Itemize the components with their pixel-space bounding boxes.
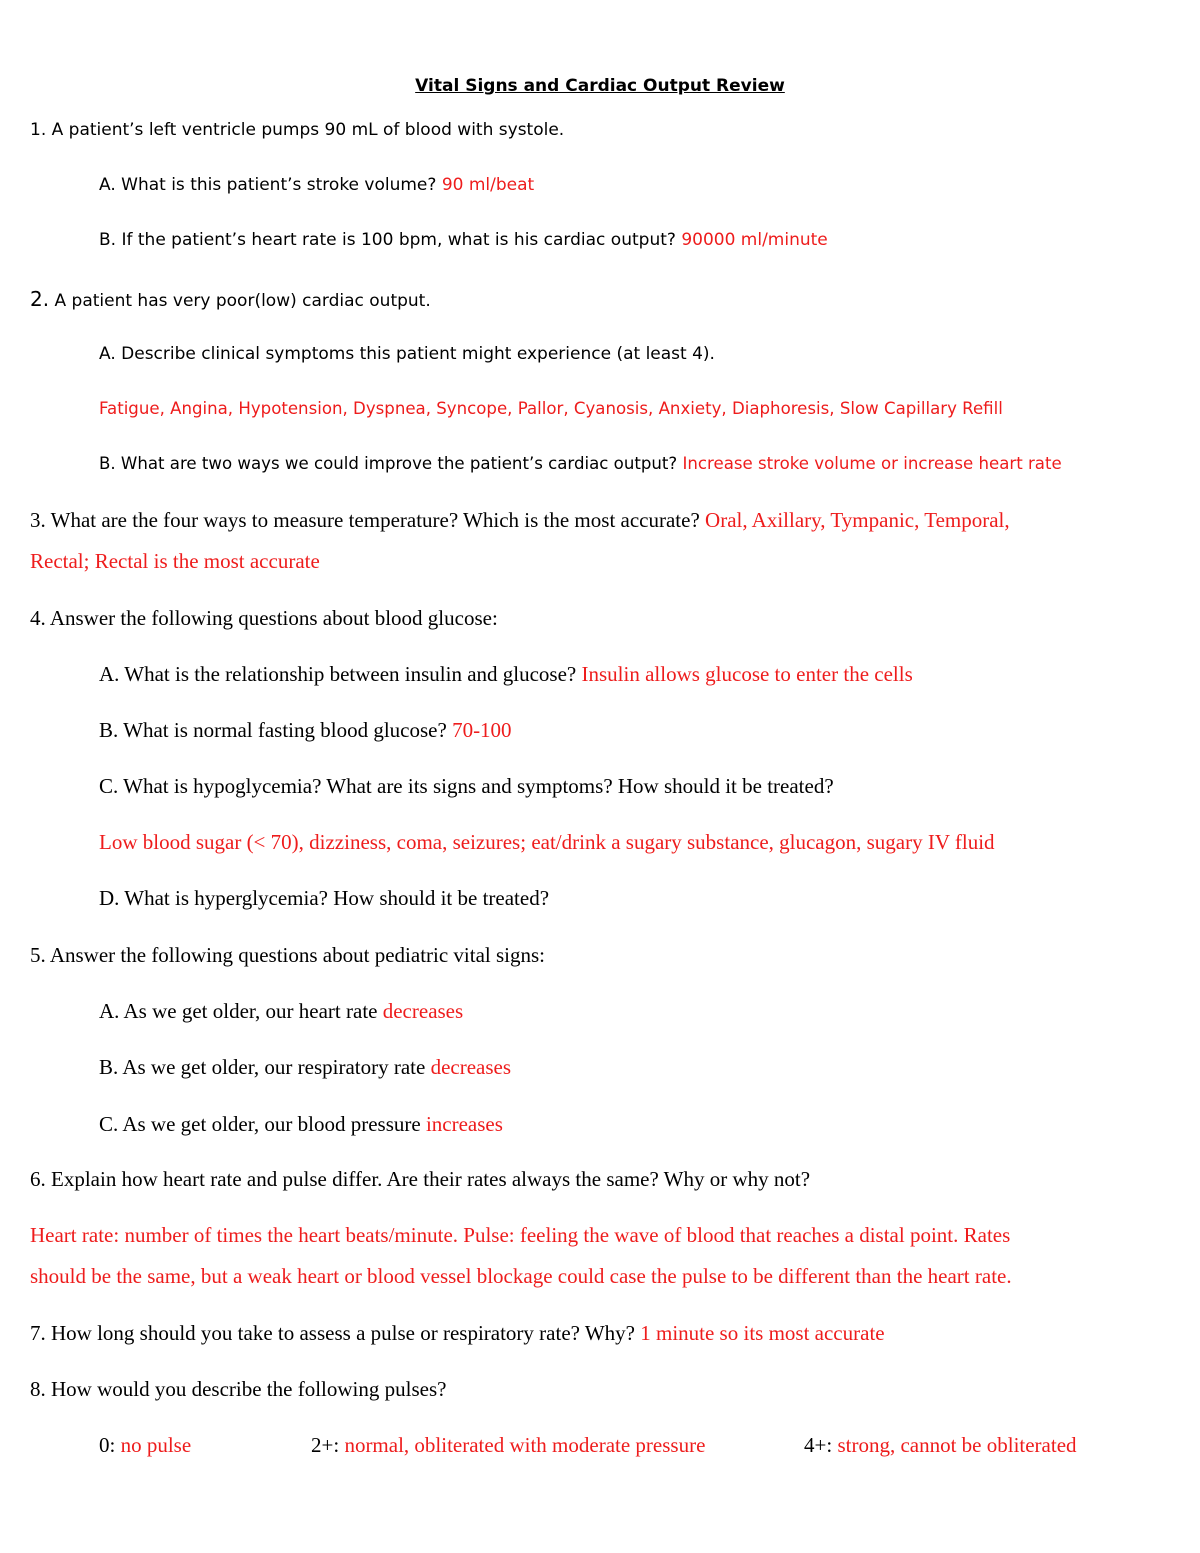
question-5c (99, 1112, 503, 1137)
pulse-grade-4 (804, 1433, 1077, 1458)
pulse-grade-0-label: 0: (99, 1433, 121, 1457)
answer-3-line-1: Oral, Axillary, Tympanic, Temporal, (705, 508, 1010, 532)
pulse-grade-4-label: 4+: (804, 1433, 838, 1457)
question-6-text: 6. Explain how heart rate and pulse differ. Are their rates always the same? Why or why not? (30, 1167, 811, 1191)
pulse-grade-2-label: 2+: (311, 1433, 345, 1457)
question-4c-text: C. What is hypoglycemia? What are its signs and symptoms? How should it be treated? (99, 774, 834, 798)
answer-2a: Fatigue, Angina, Hypotension, Dyspnea, Syncope, Pallor, Cyanosis, Anxiety, Diaphoresis, Slow Capillary Refill (99, 399, 1003, 418)
question-8 (30, 1377, 446, 1402)
pulse-grade-4-answer: strong, cannot be obliterated (837, 1433, 1077, 1457)
question-4 (30, 606, 498, 631)
question-3 (30, 508, 1010, 533)
question-2a (99, 344, 715, 364)
question-5b (99, 1055, 511, 1080)
answer-7: 1 minute so its most accurate (640, 1321, 885, 1345)
question-7 (30, 1321, 885, 1346)
answer-4b: 70-100 (452, 718, 512, 742)
answer-2b: Increase stroke volume or increase heart rate (682, 454, 1062, 473)
question-4c (99, 774, 834, 799)
pulse-grade-0-answer: no pulse (120, 1433, 192, 1457)
question-2a-text: A. Describe clinical symptoms this patient might experience (at least 4). (99, 344, 715, 364)
pulse-grade-2 (311, 1433, 705, 1458)
question-2-text: A patient has very poor(low) cardiac output. (49, 291, 431, 311)
question-4b-text: B. What is normal fasting blood glucose? (99, 718, 453, 742)
question-4d-text: D. What is hyperglycemia? How should it be treated? (99, 886, 550, 910)
question-5a-text: A. As we get older, our heart rate (99, 999, 383, 1023)
question-3-text: 3. What are the four ways to measure temperature? Which is the most accurate? (30, 508, 706, 532)
question-5 (30, 943, 545, 968)
question-2 (30, 287, 431, 311)
question-5b-text: B. As we get older, our respiratory rate (99, 1055, 431, 1079)
question-4a-text: A. What is the relationship between insulin and glucose? (99, 662, 582, 686)
question-1b-text: B. If the patient’s heart rate is 100 bpm, what is his cardiac output? (99, 230, 682, 250)
answer-3-line-2: Rectal; Rectal is the most accurate (30, 549, 320, 573)
answer-5a: decreases (382, 999, 464, 1023)
document-title: Vital Signs and Cardiac Output Review (415, 76, 785, 96)
question-1a-text: A. What is this patient’s stroke volume? (99, 175, 442, 195)
question-4a (99, 662, 913, 687)
question-2b-text: B. What are two ways we could improve the patient’s cardiac output? (99, 454, 683, 473)
question-4d (99, 886, 549, 911)
question-1 (30, 120, 564, 140)
answer-5b: decreases (430, 1055, 512, 1079)
answer-4a: Insulin allows glucose to enter the cells (581, 662, 913, 686)
question-1b (99, 230, 828, 250)
question-2b (99, 454, 1062, 473)
answer-1a: 90 ml/beat (441, 175, 535, 195)
question-1-text: 1. A patient’s left ventricle pumps 90 mL of blood with systole. (30, 120, 565, 140)
pulse-grade-2-answer: normal, obliterated with moderate pressure (344, 1433, 706, 1457)
pulse-grade-0 (99, 1433, 191, 1458)
answer-6-line-1: Heart rate: number of times the heart beats/minute. Pulse: feeling the wave of blood that reaches a distal point. Rates (30, 1223, 1011, 1247)
question-8-text: 8. How would you describe the following pulses? (30, 1377, 447, 1401)
question-2-number: 2. (30, 287, 50, 311)
answer-4c: Low blood sugar (< 70), dizziness, coma, seizures; eat/drink a sugary substance, glucagon, sugary IV fluid (99, 830, 995, 854)
answer-5c: increases (425, 1112, 503, 1136)
answer-1b: 90000 ml/minute (681, 230, 828, 250)
question-5a (99, 999, 463, 1024)
question-1a (99, 175, 534, 195)
answer-6-line-2: should be the same, but a weak heart or blood vessel blockage could case the pulse to be different than the heart rate. (30, 1264, 1012, 1288)
question-5-text: 5. Answer the following questions about pediatric vital signs: (30, 943, 546, 967)
question-5c-text: C. As we get older, our blood pressure (99, 1112, 426, 1136)
question-4-text: 4. Answer the following questions about blood glucose: (30, 606, 498, 630)
question-7-text: 7. How long should you take to assess a pulse or respiratory rate? Why? (30, 1321, 641, 1345)
question-4b (99, 718, 512, 743)
question-6 (30, 1167, 810, 1192)
